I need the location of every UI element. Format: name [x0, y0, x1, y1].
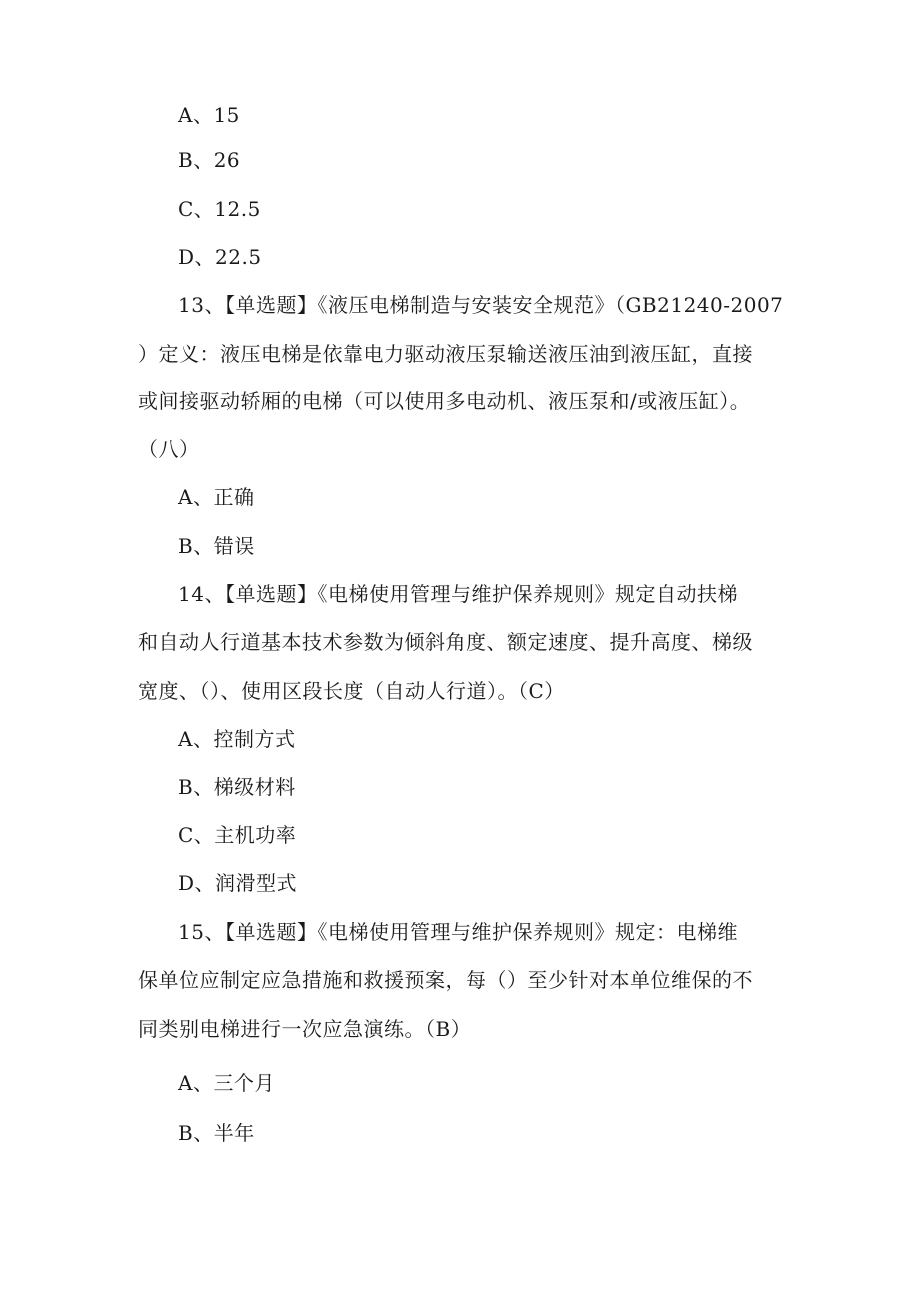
q14-option-b: B、梯级材料 — [178, 775, 296, 799]
q15-text-line-2: 保单位应制定应急措施和救援预案，每（）至少针对本单位维保的不 — [138, 968, 753, 992]
q13-text-line-1: 13、【单选题】《液压电梯制造与安装安全规范》（GB21240-2007 — [178, 293, 784, 317]
q13-text-line-3: 或间接驱动轿厢的电梯（可以使用多电动机、液压泵和/或液压缸）。 — [138, 389, 751, 413]
q15-text-line-1: 15、【单选题】《电梯使用管理与维护保养规则》规定：电梯维 — [178, 920, 738, 944]
q14-text-line-1: 14、【单选题】《电梯使用管理与维护保养规则》规定自动扶梯 — [178, 582, 738, 606]
q12-option-b: B、26 — [178, 148, 241, 172]
q13-option-b: B、错误 — [178, 534, 255, 558]
q12-option-c: C、12.5 — [178, 197, 261, 221]
q15-option-a: A、三个月 — [178, 1071, 275, 1095]
q12-option-d: D、22.5 — [178, 245, 262, 269]
q13-answer: （八） — [138, 437, 200, 461]
q14-option-a: A、控制方式 — [178, 727, 296, 751]
q14-option-d: D、润滑型式 — [178, 871, 298, 895]
q14-option-c: C、主机功率 — [178, 823, 297, 847]
q14-text-line-3: 宽度、（）、使用区段长度（自动人行道）。（C） — [138, 679, 565, 703]
q13-text-line-2: ）定义：液压电梯是依靠电力驱动液压泵输送液压油到液压缸，直接 — [138, 342, 753, 366]
q15-text-line-3: 同类别电梯进行一次应急演练。（B） — [138, 1017, 472, 1041]
q15-option-b: B、半年 — [178, 1121, 255, 1145]
q12-option-a: A、15 — [178, 103, 240, 127]
q14-text-line-2: 和自动人行道基本技术参数为倾斜角度、额定速度、提升高度、梯级 — [138, 630, 753, 654]
q13-option-a: A、正确 — [178, 485, 255, 509]
